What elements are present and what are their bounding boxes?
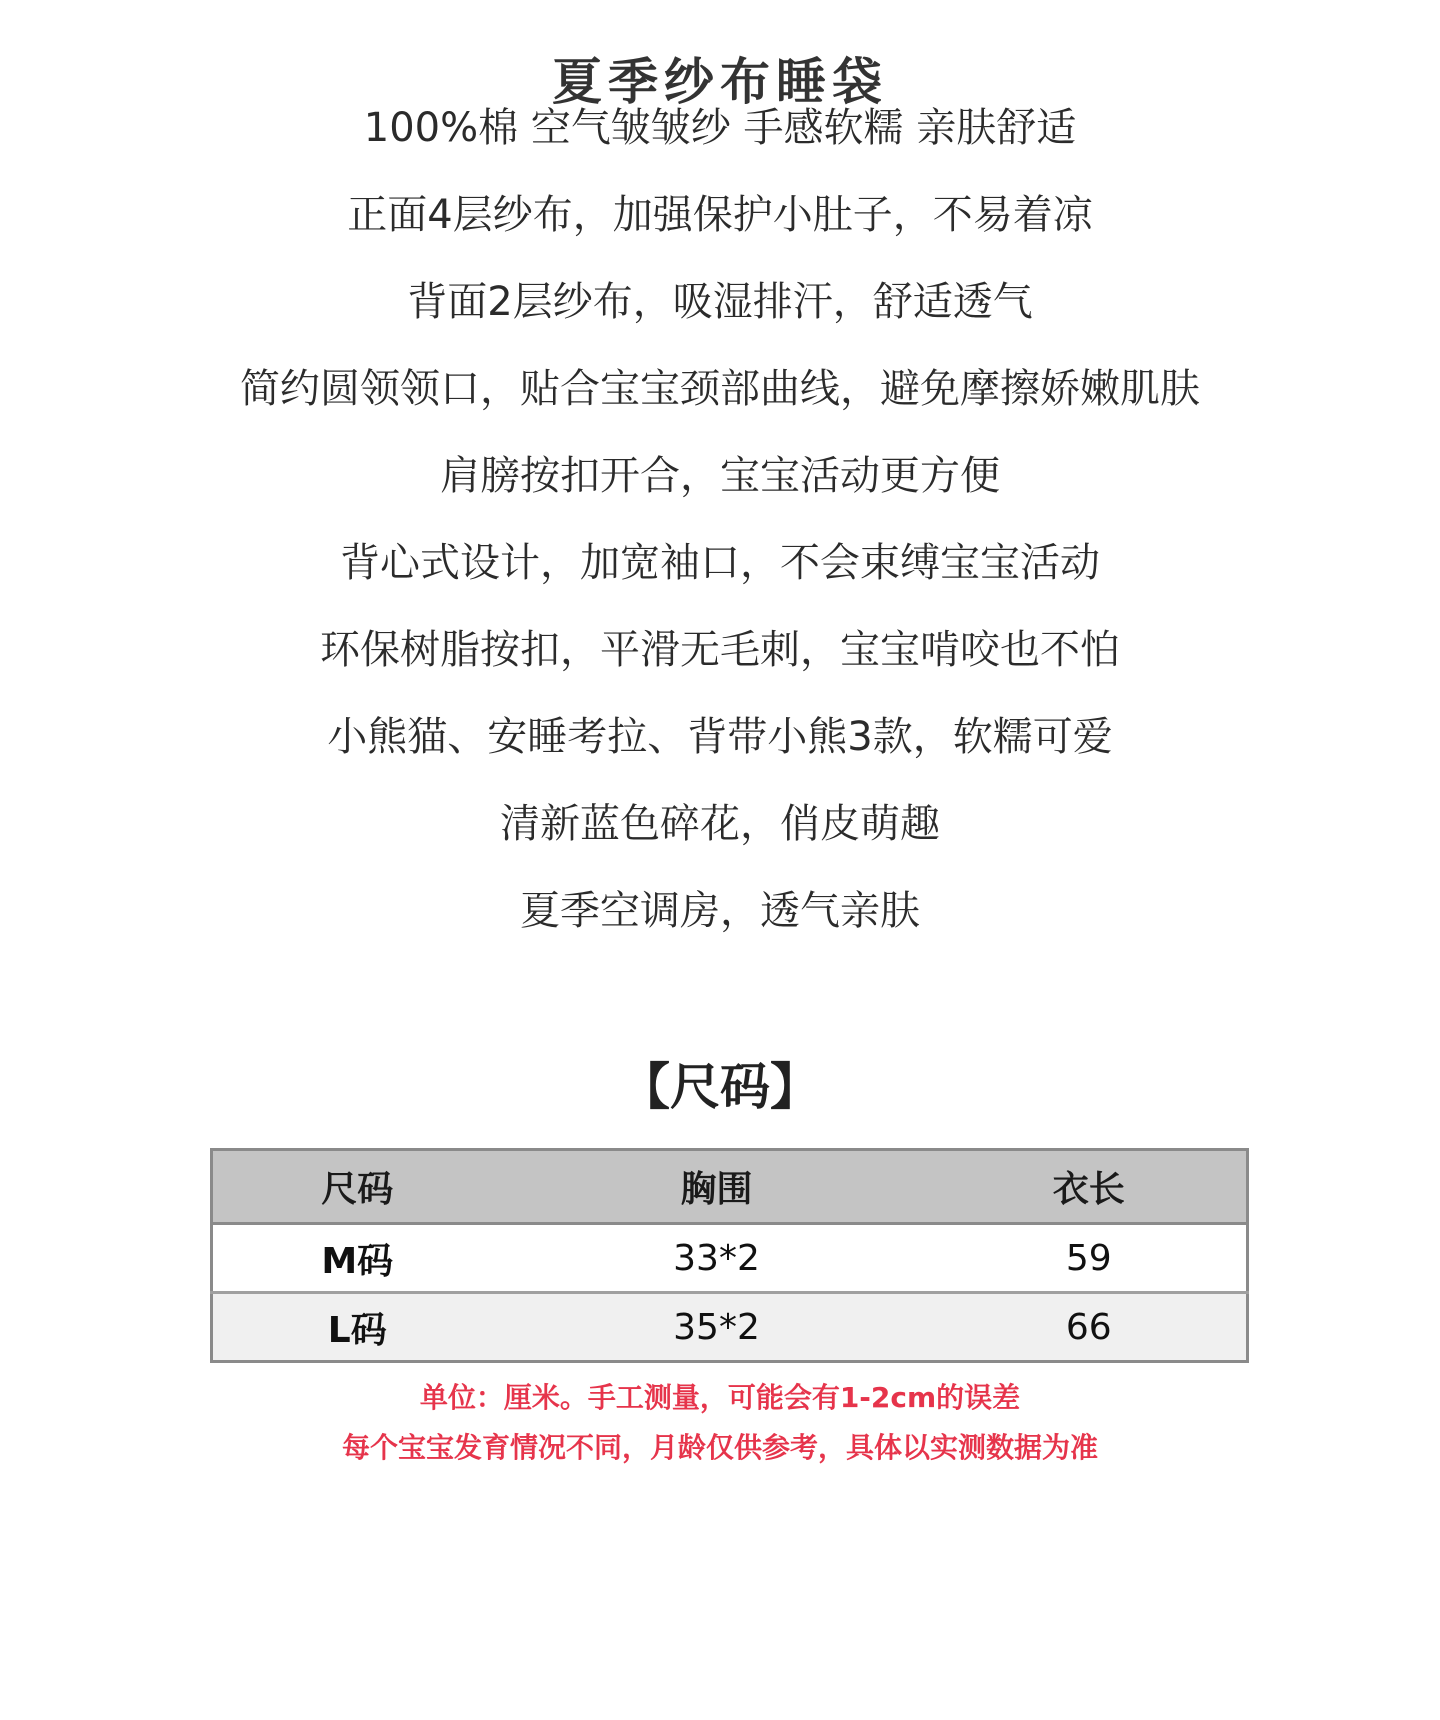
table-row <box>212 1293 1248 1362</box>
feature-item: 正面4层纱布，加强保护小肚子，不易着凉 <box>347 192 1093 238</box>
measurement-note: 单位：厘米。手工测量，可能会有1-2cm的误差 <box>419 1381 1021 1414</box>
feature-item: 简约圆领领口，贴合宝宝颈部曲线，避免摩擦娇嫩肌肤 <box>240 366 1200 412</box>
header-length: 衣长 <box>932 1150 1248 1224</box>
feature-list <box>0 98 1440 968</box>
size-table <box>210 1148 1249 1363</box>
table-header-row <box>212 1150 1248 1224</box>
cell-chest: 35*2 <box>673 1306 760 1348</box>
feature-item: 清新蓝色碎花，俏皮萌趣 <box>500 801 940 847</box>
feature-item: 背心式设计，加宽袖口，不会束缚宝宝活动 <box>340 540 1100 586</box>
cell-chest: 33*2 <box>673 1237 760 1279</box>
table-row <box>212 1224 1248 1293</box>
header-size: 尺码 <box>212 1150 502 1224</box>
size-section-heading: 【尺码】 <box>620 1058 820 1116</box>
feature-item: 环保树脂按扣，平滑无毛刺，宝宝啃咬也不怕 <box>320 627 1120 673</box>
cell-length: 59 <box>1065 1237 1112 1279</box>
feature-item: 100%棉 空气皱皱纱 手感软糯 亲肤舒适 <box>363 105 1077 151</box>
cell-size: L码 <box>327 1309 387 1351</box>
cell-size: M码 <box>321 1240 394 1282</box>
feature-item: 背面2层纱布，吸湿排汗，舒适透气 <box>407 279 1033 325</box>
page-title: 夏季纱布睡袋 <box>552 52 888 111</box>
cell-length: 66 <box>1065 1306 1112 1348</box>
age-reference-note: 每个宝宝发育情况不同，月龄仅供参考，具体以实测数据为准 <box>341 1431 1098 1464</box>
feature-item: 夏季空调房，透气亲肤 <box>520 888 920 934</box>
feature-item: 肩膀按扣开合，宝宝活动更方便 <box>440 453 1000 499</box>
header-chest: 胸围 <box>502 1150 932 1224</box>
feature-item: 小熊猫、安睡考拉、背带小熊3款，软糯可爱 <box>327 714 1113 760</box>
